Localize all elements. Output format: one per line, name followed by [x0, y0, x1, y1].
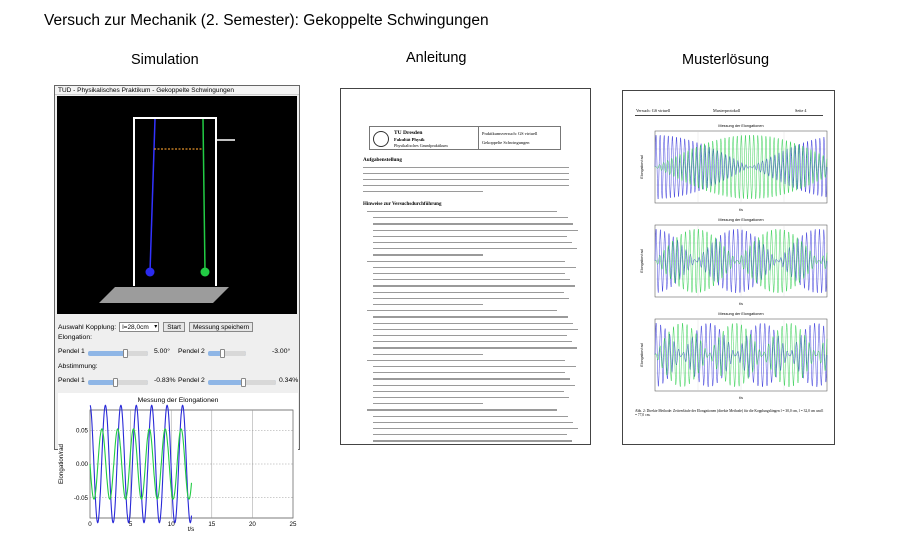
slider-thumb[interactable]: [241, 378, 246, 387]
y-tick-label: -0.05: [73, 494, 88, 502]
pendulum-2-bob: [201, 268, 210, 277]
text-line: [363, 167, 569, 168]
slider-thumb[interactable]: [220, 349, 225, 358]
text-line: [367, 211, 557, 212]
elong-p2-value: -3.00°: [272, 348, 291, 355]
x-tick-label: 20: [248, 521, 256, 528]
slider-track: [125, 351, 148, 356]
text-line: [373, 378, 570, 379]
text-line: [373, 422, 573, 423]
text-line: [373, 248, 577, 249]
text-line: [373, 440, 572, 441]
doc-header-box: [369, 126, 561, 150]
header-sub1: Fakultät Physik: [394, 137, 425, 142]
header-title: TU Dresden: [394, 130, 423, 136]
text-line: [373, 236, 567, 237]
text-line: [373, 223, 573, 224]
text-line: [373, 391, 564, 392]
slider-thumb[interactable]: [123, 349, 128, 358]
muster-plot-title: Messung der Elongationen: [718, 124, 764, 128]
start-button[interactable]: Start: [163, 322, 185, 332]
text-line: [367, 409, 557, 410]
anleitung-document: [340, 88, 591, 445]
text-line: [373, 372, 565, 373]
text-line: [373, 341, 572, 342]
text-line: [373, 304, 483, 305]
header-divider: [478, 127, 479, 149]
elongation-plot: [58, 393, 298, 533]
elong-p1-slider[interactable]: [88, 351, 148, 356]
heading-anleitung: Anleitung: [406, 50, 467, 66]
elong-p2-label: Pendel 2: [178, 348, 205, 355]
muster-caption: Abb. 2: Direkte Methode: Zeitverläufe der Elongationen (direkte Methode) für die Kopplungslängen l = 30,0 cm, l = 32,0 cm und l = 77,0 cm.: [635, 409, 824, 418]
abst-p2-slider[interactable]: [208, 380, 276, 385]
pendulum-1-bob: [146, 268, 155, 277]
muster-header-left: Versuch: GS virtuell: [636, 108, 671, 113]
text-line: [373, 316, 568, 317]
text-line: [363, 185, 569, 186]
frame-right-post: [215, 118, 217, 286]
abst-p1-slider[interactable]: [88, 380, 148, 385]
header-sub2: Physikalisches Grundpraktikum: [394, 143, 448, 148]
text-line: [373, 416, 568, 417]
slide-title: Versuch zur Mechanik (2. Semester): Gekoppelte Schwingungen: [44, 12, 489, 29]
abst-p1-value: -0.83%: [154, 377, 176, 384]
section-hinweise: Hinweise zur Versuchsdurchführung: [363, 202, 442, 207]
muster-plot-3: [640, 312, 827, 400]
simulation-window: [54, 85, 300, 533]
text-line: [367, 310, 557, 311]
elongation-plot-svg: [58, 393, 298, 533]
text-line: [373, 267, 576, 268]
text-line: [373, 329, 578, 330]
heading-simulation: Simulation: [131, 52, 199, 68]
frame-top-bar: [133, 117, 217, 119]
elong-p2-slider[interactable]: [208, 351, 246, 356]
muster-plot-title: Messung der Elongationen: [718, 312, 764, 316]
elong-p1-label: Pendel 1: [58, 348, 85, 355]
text-line: [373, 298, 569, 299]
text-line: [373, 335, 567, 336]
muster-plot-ylabel: Elongation/rad: [640, 155, 644, 179]
musterloesung-document: [622, 90, 835, 445]
elongation-label: Elongation:: [58, 334, 93, 341]
text-line: [373, 354, 483, 355]
coupling-select[interactable]: l=28,0cm ▾: [119, 322, 159, 332]
text-line: [373, 397, 569, 398]
muster-plot-2: [640, 218, 827, 306]
abst-p1-label: Pendel 1: [58, 377, 85, 384]
save-measurement-button[interactable]: Messung speichern: [189, 322, 253, 332]
text-line: [373, 385, 575, 386]
text-line: [373, 254, 483, 255]
elong-p1-value: 5.00°: [154, 348, 170, 355]
abst-p2-value: 0.34%: [279, 377, 299, 384]
muster-header-mid: Musterprotokoll: [713, 108, 741, 113]
y-tick-label: 0.00: [75, 461, 88, 468]
plot-ylabel: Elongation/rad: [58, 444, 65, 484]
plot-xlabel: t/s: [187, 526, 195, 533]
slider-track: [243, 380, 276, 385]
muster-plots: [623, 121, 836, 431]
slider-thumb[interactable]: [113, 378, 118, 387]
muster-plot-xlabel: t/s: [739, 302, 743, 306]
plot-title: Messung der Elongationen: [137, 397, 219, 404]
text-line: [373, 434, 567, 435]
tu-logo-icon: [373, 131, 389, 147]
muster-plot-1: [640, 124, 827, 212]
pendulum-2-rod: [203, 119, 205, 272]
text-line: [367, 261, 565, 262]
amplitude-label: Abstimmung:: [58, 363, 98, 370]
pendulum-scene: [57, 96, 297, 314]
text-line: [373, 230, 578, 231]
pendulum-1-rod: [150, 119, 155, 272]
muster-plot-ylabel: Elongation/rad: [640, 343, 644, 367]
pendulum-canvas[interactable]: [57, 96, 297, 314]
section-aufgabenstellung: Aufgabenstellung: [363, 157, 402, 163]
coupling-label: Auswahl Kopplung:: [58, 323, 117, 331]
muster-header-right: Seite 4: [795, 108, 807, 113]
slider-track: [115, 380, 148, 385]
muster-plot-title: Messung der Elongationen: [718, 218, 764, 222]
text-line: [373, 403, 483, 404]
header-right2: Gekoppelte Schwingungen: [482, 140, 530, 145]
text-line: [367, 360, 565, 361]
text-line: [373, 217, 568, 218]
text-line: [373, 285, 575, 286]
text-line: [363, 191, 483, 192]
x-tick-label: 25: [289, 521, 297, 528]
x-tick-label: 0: [88, 521, 92, 528]
text-line: [363, 173, 569, 174]
muster-header-rule: [635, 115, 823, 116]
muster-plot-xlabel: t/s: [739, 208, 743, 212]
muster-plot-ylabel: Elongation/rad: [640, 249, 644, 273]
text-line: [373, 279, 570, 280]
text-line: [373, 366, 576, 367]
base-platform: [99, 287, 229, 303]
text-line: [373, 292, 564, 293]
text-line: [373, 273, 565, 274]
text-line: [373, 323, 573, 324]
text-line: [373, 428, 578, 429]
slider-track: [222, 351, 246, 356]
x-tick-label: 15: [208, 521, 216, 528]
muster-plot-xlabel: t/s: [739, 396, 743, 400]
header-right1: Praktikumsversuch: GS virtuell: [482, 131, 538, 136]
x-tick-label: 10: [167, 521, 175, 528]
text-line: [373, 242, 572, 243]
simulation-titlebar: TUD - Physikalisches Praktikum - Gekoppelte Schwingungen: [55, 86, 299, 95]
frame-left-post: [133, 118, 135, 286]
heading-musterloesung: Musterlösung: [682, 52, 770, 68]
text-line: [363, 179, 569, 180]
x-tick-label: 5: [128, 521, 133, 528]
y-tick-label: 0.05: [75, 427, 88, 435]
abst-p2-label: Pendel 2: [178, 377, 205, 384]
text-line: [373, 347, 577, 348]
